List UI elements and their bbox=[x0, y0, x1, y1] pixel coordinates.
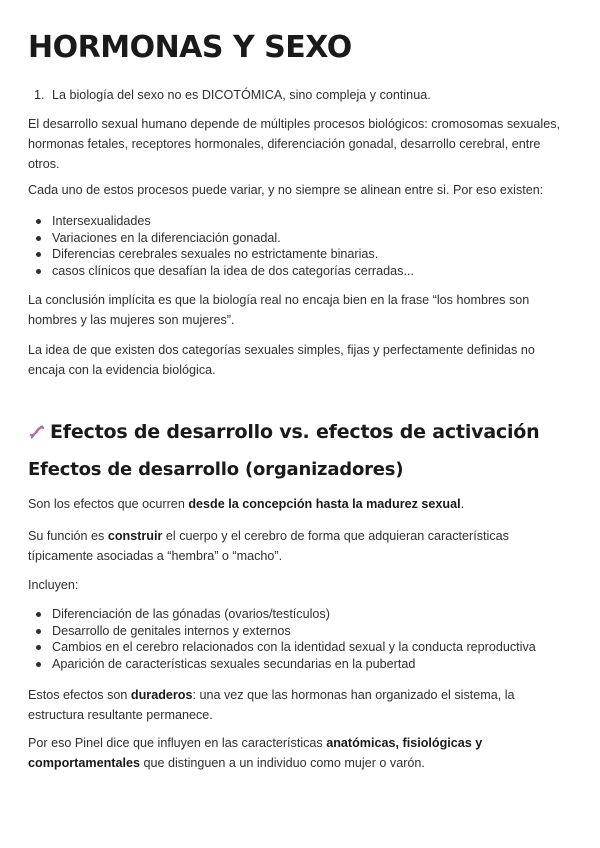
text-span: el cuerpo y el cerebro de forma que adquieran características típicamente asociadas a “hembra” o “macho”. bbox=[28, 529, 509, 563]
section-heading bbox=[28, 421, 540, 443]
section-heading-text: Efectos de desarrollo vs. efectos de activación bbox=[50, 421, 540, 443]
bold-text: construir bbox=[107, 529, 163, 543]
paragraph-procesos: El desarrollo sexual humano depende de múltiples procesos biológicos: cromosomas sexuales, hormonas fetales, receptores hormonales, diferenciación gonadal, desarrollo cerebral, entre otros. bbox=[28, 117, 561, 171]
text-span: : una vez que las hormonas han organizado el sistema, la estructura resultante permanece. bbox=[28, 688, 515, 722]
bold-text: desde la concepción hasta la madurez sexual bbox=[188, 497, 461, 511]
list-item: casos clínicos que desafían la idea de dos categorías cerradas... bbox=[28, 263, 573, 280]
list-item: Diferencias cerebrales sexuales no estrictamente binarias. bbox=[28, 246, 573, 263]
bold-text: anatómicas, fisiológicas y comportamentales bbox=[28, 736, 483, 770]
numbered-list bbox=[28, 87, 573, 104]
text-span: Estos efectos son bbox=[28, 688, 131, 702]
text-span: Por eso Pinel dice que influyen en las características bbox=[28, 736, 327, 750]
paragraph-conclusion: La conclusión implícita es que la biología real no encaja bien en la frase “los hombres son hombres y las mujeres son mujeres”. bbox=[28, 293, 530, 327]
text-span: . bbox=[460, 497, 465, 511]
paragraph-definicion bbox=[28, 494, 573, 514]
paragraph-funcion bbox=[28, 526, 573, 566]
page-title: HORMONAS Y SEXO bbox=[28, 30, 352, 65]
paragraph-pinel bbox=[28, 733, 573, 773]
text-span: Son los efectos que ocurren bbox=[28, 497, 189, 511]
list-item: Diferenciación de las gónadas (ovarios/testículos) bbox=[28, 606, 573, 623]
bullet-list-efectos bbox=[28, 606, 573, 672]
text-span: Su función es bbox=[28, 529, 108, 543]
list-item: Variaciones en la diferenciación gonadal. bbox=[28, 230, 573, 247]
list-number: 1. bbox=[34, 88, 45, 102]
list-item: Intersexualidades bbox=[28, 213, 573, 230]
subheading: Efectos de desarrollo (organizadores) bbox=[28, 459, 404, 480]
text-span: que distinguen a un individuo como mujer o varón. bbox=[139, 756, 425, 770]
dna-icon bbox=[28, 423, 46, 441]
paragraph-variaciones: Cada uno de estos procesos puede variar, y no siempre se alinean entre si. Por eso existen: bbox=[28, 183, 544, 197]
bullet-list-variaciones bbox=[28, 213, 573, 279]
list-item: Desarrollo de genitales internos y externos bbox=[28, 623, 573, 640]
list-text: La biología del sexo no es DICOTÓMICA, sino compleja y continua. bbox=[52, 88, 431, 102]
paragraph-evidencia: La idea de que existen dos categorías sexuales simples, fijas y perfectamente definidas no encaja con la evidencia biológica. bbox=[28, 343, 535, 377]
paragraph-incluyen: Incluyen: bbox=[28, 578, 79, 592]
paragraph-duraderos bbox=[28, 685, 573, 725]
list-item bbox=[28, 87, 573, 104]
list-item: Cambios en el cerebro relacionados con la identidad sexual y la conducta reproductiva bbox=[28, 639, 573, 656]
bold-text: duraderos bbox=[130, 688, 193, 702]
list-item: Aparición de características sexuales secundarias en la pubertad bbox=[28, 656, 573, 673]
